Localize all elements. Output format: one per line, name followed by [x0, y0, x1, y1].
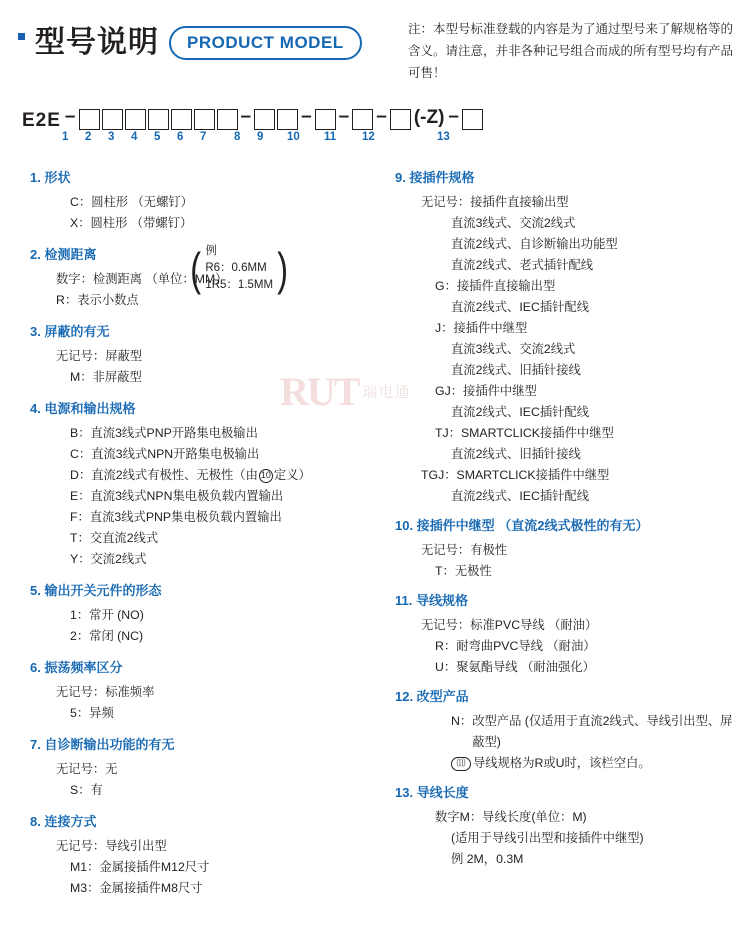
model-number-11: 11 — [324, 131, 337, 143]
sub-item: (适用于导线引出型和接插件中继型) — [451, 831, 644, 845]
list-item — [30, 444, 371, 465]
sub-item: 直流2线式、IEC插针配线 — [451, 489, 590, 503]
model-box-9 — [277, 109, 298, 130]
item-label: M3： — [70, 881, 100, 895]
model-number-6: 6 — [177, 131, 184, 143]
sub-item: 直流2线式、旧插针接线 — [451, 447, 581, 461]
brace-left-icon: ( — [190, 242, 202, 295]
example-label: 例 — [205, 245, 217, 257]
list-item — [395, 465, 734, 486]
list-item — [30, 836, 371, 857]
sub-item: 直流2线式、老式插针配线 — [451, 258, 594, 272]
item-value: 接插件中继型 — [463, 384, 537, 398]
item-value: 直流3线式PNP集电极负载内置输出 — [89, 510, 282, 524]
section-shielding — [30, 322, 371, 388]
list-item — [30, 703, 371, 724]
item-label: 1： — [70, 608, 90, 622]
list-item — [395, 540, 734, 561]
section-connector-relay-polarity — [395, 516, 734, 582]
section-modified-product — [395, 687, 734, 774]
item-label: E： — [70, 489, 91, 503]
model-box-4 — [148, 109, 169, 130]
model-box-2 — [102, 109, 123, 130]
item-label: C： — [70, 195, 92, 209]
section-title: 3. 屏蔽的有无 — [30, 324, 110, 339]
item-value: 无 — [105, 762, 118, 776]
title-chinese: 型号说明 — [35, 26, 159, 59]
item-label: R： — [56, 293, 78, 307]
section-connector-spec — [395, 168, 734, 507]
model-dash: – — [376, 106, 387, 127]
model-number-8: 8 — [234, 131, 241, 143]
list-item — [30, 857, 371, 878]
item-label: F： — [70, 510, 90, 524]
item-value: 交直流2线式 — [89, 531, 159, 545]
item-value: 标准频率 — [105, 685, 155, 699]
item-label: 2： — [70, 629, 90, 643]
item-label: 无记号： — [56, 685, 106, 699]
item-label: T： — [70, 531, 90, 545]
sub-item: 直流3线式、交流2线式 — [451, 216, 576, 230]
section-frequency — [30, 658, 371, 724]
item-label: 数字： — [56, 272, 93, 286]
section-title: 4. 电源和输出规格 — [30, 401, 136, 416]
list-item — [395, 561, 734, 582]
model-dash: – — [448, 106, 459, 127]
item-label: Y： — [70, 552, 91, 566]
model-box-10 — [315, 109, 336, 130]
sub-item: 直流2线式、IEC插针配线 — [451, 300, 590, 314]
item-label: 无记号： — [421, 618, 471, 632]
item-value: SMARTCLICK接插件中继型 — [460, 426, 614, 440]
model-paren-z: (-Z) — [413, 107, 445, 128]
item-value: 屏蔽型 — [105, 349, 143, 363]
model-dash: – — [240, 106, 252, 127]
item-value: 聚氨酯导线 （耐油强化） — [456, 660, 595, 674]
item-value: 表示小数点 — [77, 293, 139, 307]
list-item — [395, 636, 734, 657]
section-title: 7. 自诊断输出功能的有无 — [30, 737, 175, 752]
model-number-9: 9 — [257, 131, 264, 143]
item-label: TJ： — [435, 426, 461, 440]
sub-item: 直流3线式、交流2线式 — [451, 342, 576, 356]
section-wire-spec — [395, 591, 734, 678]
section-switch-element — [30, 581, 371, 647]
model-box-5 — [171, 109, 192, 130]
section-self-diagnosis — [30, 735, 371, 801]
item-label: U： — [435, 660, 457, 674]
item-value: 直流2线式有极性、无极性（由 10 定义） — [91, 468, 311, 482]
model-position-numbers — [22, 131, 582, 151]
item-value: 交流2线式 — [90, 552, 147, 566]
watermark-letters: RUT — [280, 369, 359, 414]
note-text: 导线规格为R或U时，该栏空白。 — [473, 756, 651, 770]
brace-right-icon: ) — [277, 242, 289, 295]
item-label: B： — [70, 426, 91, 440]
item-label: G： — [435, 279, 457, 293]
section-wire-length — [395, 783, 734, 870]
model-box-13 — [462, 109, 483, 130]
list-item — [30, 626, 371, 647]
model-code-line — [22, 106, 484, 132]
list-item — [30, 528, 371, 549]
model-dash: – — [338, 106, 350, 127]
section-shape — [30, 168, 371, 234]
title-english-badge: PRODUCT MODEL — [169, 26, 362, 60]
item-label: 无记号： — [421, 543, 471, 557]
list-item — [395, 711, 734, 753]
list-item — [395, 381, 734, 402]
model-dash: – — [64, 106, 76, 127]
section-title: 2. 检测距离 — [30, 247, 97, 262]
list-item — [30, 507, 371, 528]
item-value: 金属接插件M12尺寸 — [99, 860, 210, 874]
list-item — [30, 486, 371, 507]
item-value: 圆柱形 （无螺钉） — [91, 195, 193, 209]
list-item — [30, 465, 371, 486]
model-number-1: 1 — [62, 131, 69, 143]
item-label: 5： — [70, 706, 90, 720]
section-title: 10. 接插件中继型 （直流2线式极性的有无） — [395, 518, 649, 533]
item-value: 常闭 (NC) — [89, 629, 144, 643]
item-label: 数字M： — [435, 810, 483, 824]
list-item — [395, 807, 734, 828]
section-detection-distance — [30, 242, 371, 311]
item-label: N： — [451, 714, 473, 728]
item-label: TGJ： — [421, 468, 457, 482]
section-title: 6. 振荡频率区分 — [30, 660, 123, 675]
item-label: C： — [70, 447, 92, 461]
model-dash: – — [301, 106, 312, 127]
section-title: 9. 接插件规格 — [395, 170, 475, 185]
item-label: GJ： — [435, 384, 464, 398]
example-line-2: 1R5：1.5MM — [205, 279, 274, 291]
list-item — [395, 192, 734, 213]
list-item — [30, 759, 371, 780]
item-value: 有极性 — [470, 543, 508, 557]
item-label: 无记号： — [56, 349, 106, 363]
item-value: 无极性 — [454, 564, 492, 578]
model-box-6 — [194, 109, 215, 130]
item-label: R： — [435, 639, 457, 653]
list-item — [30, 213, 371, 234]
circled-11-icon: ⑾ — [451, 757, 471, 771]
model-number-10: 10 — [287, 131, 300, 143]
list-item — [395, 423, 734, 444]
list-item — [30, 549, 371, 570]
model-box-8 — [254, 109, 275, 130]
sub-item: 直流2线式、自诊断输出功能型 — [451, 237, 618, 251]
model-number-13: 13 — [437, 131, 450, 143]
item-label: M1： — [70, 860, 100, 874]
header-note: 注：本型号标准登载的内容是为了通过型号来了解规格等的含义。请注意，并非各种记号组合而成的所有型号均有产品可售！ — [408, 22, 734, 80]
list-item — [30, 423, 371, 444]
section-title: 13. 导线长度 — [395, 785, 469, 800]
item-value: 接插件中继型 — [453, 321, 528, 335]
specification-body — [0, 168, 750, 910]
item-value: 直流3线式NPN集电极负载内置输出 — [90, 489, 284, 503]
list-item — [30, 780, 371, 801]
list-item — [30, 346, 371, 367]
sub-item: 直流2线式、旧插针接线 — [451, 363, 581, 377]
item-label: S： — [70, 783, 91, 797]
item-value: 圆柱形 （带螺钉） — [90, 216, 193, 230]
item-value: 检测距离 （单位：MM） — [92, 272, 228, 286]
title-bullet-icon — [18, 33, 25, 40]
item-value: 改型产品 (仅适用于直流2线式、导线引出型、屏蔽型) — [472, 714, 733, 749]
section-title: 1. 形状 — [30, 170, 71, 185]
model-code-diagram — [0, 98, 750, 168]
model-number-4: 4 — [131, 131, 138, 143]
section-title: 11. 导线规格 — [395, 593, 468, 608]
item-label: J： — [435, 321, 454, 335]
list-item — [395, 318, 734, 339]
section-title: 8. 连接方式 — [30, 814, 97, 829]
left-column — [16, 168, 375, 910]
item-value: 金属接插件M8尺寸 — [99, 881, 203, 895]
example-line-1: R6：0.6MM — [205, 262, 267, 274]
model-box-11 — [352, 109, 373, 130]
list-item — [30, 367, 371, 388]
item-value: 异频 — [89, 706, 114, 720]
list-item — [30, 682, 371, 703]
model-box-12 — [390, 109, 411, 130]
item-value: 导线引出型 — [105, 839, 167, 853]
item-value: 耐弯曲PVC导线 （耐油） — [456, 639, 596, 653]
list-item — [395, 657, 734, 678]
page-header — [0, 0, 750, 92]
section-title: 12. 改型产品 — [395, 689, 469, 704]
item-value: 标准PVC导线 （耐油） — [470, 618, 598, 632]
item-label: 无记号： — [421, 195, 471, 209]
section-connection-method — [30, 812, 371, 899]
model-box-7 — [217, 109, 238, 130]
item-value: 直流3线式NPN开路集电极输出 — [91, 447, 260, 461]
item-value: 接插件直接输出型 — [456, 279, 556, 293]
sub-item: 例 2M，0.3M — [451, 852, 524, 866]
item-label: D： — [70, 468, 92, 482]
list-item — [30, 192, 371, 213]
item-label: M： — [70, 370, 93, 384]
model-number-2: 2 — [85, 131, 92, 143]
circled-10-icon: 10 — [259, 469, 273, 483]
list-item — [395, 615, 734, 636]
section-title: 5. 输出开关元件的形态 — [30, 583, 162, 598]
section-power-output — [30, 399, 371, 570]
list-item — [30, 878, 371, 899]
item-value: 常开 (NO) — [89, 608, 144, 622]
sub-item: 直流2线式、IEC插针配线 — [451, 405, 590, 419]
model-number-12: 12 — [362, 131, 375, 143]
list-item — [395, 276, 734, 297]
item-value: 接插件直接输出型 — [470, 195, 569, 209]
item-value: SMARTCLICK接插件中继型 — [456, 468, 610, 482]
item-label: T： — [435, 564, 455, 578]
model-prefix: E2E — [22, 110, 61, 131]
model-number-3: 3 — [108, 131, 115, 143]
list-item — [30, 605, 371, 626]
item-value: 有 — [90, 783, 103, 797]
page-title — [18, 26, 362, 60]
right-column — [375, 168, 734, 910]
detection-distance-example — [188, 243, 290, 294]
model-box-1 — [79, 109, 100, 130]
item-label: 无记号： — [56, 762, 106, 776]
watermark-text: 瑞电通 — [362, 384, 411, 401]
item-value: 非屏蔽型 — [92, 370, 142, 384]
model-number-7: 7 — [200, 131, 207, 143]
model-number-5: 5 — [154, 131, 161, 143]
item-label: X： — [70, 216, 91, 230]
modified-product-note — [395, 753, 734, 774]
item-label: 无记号： — [56, 839, 106, 853]
item-value: 直流3线式PNP开路集电极输出 — [90, 426, 258, 440]
item-value: 导线长度(单位：M) — [482, 810, 587, 824]
model-box-3 — [125, 109, 146, 130]
